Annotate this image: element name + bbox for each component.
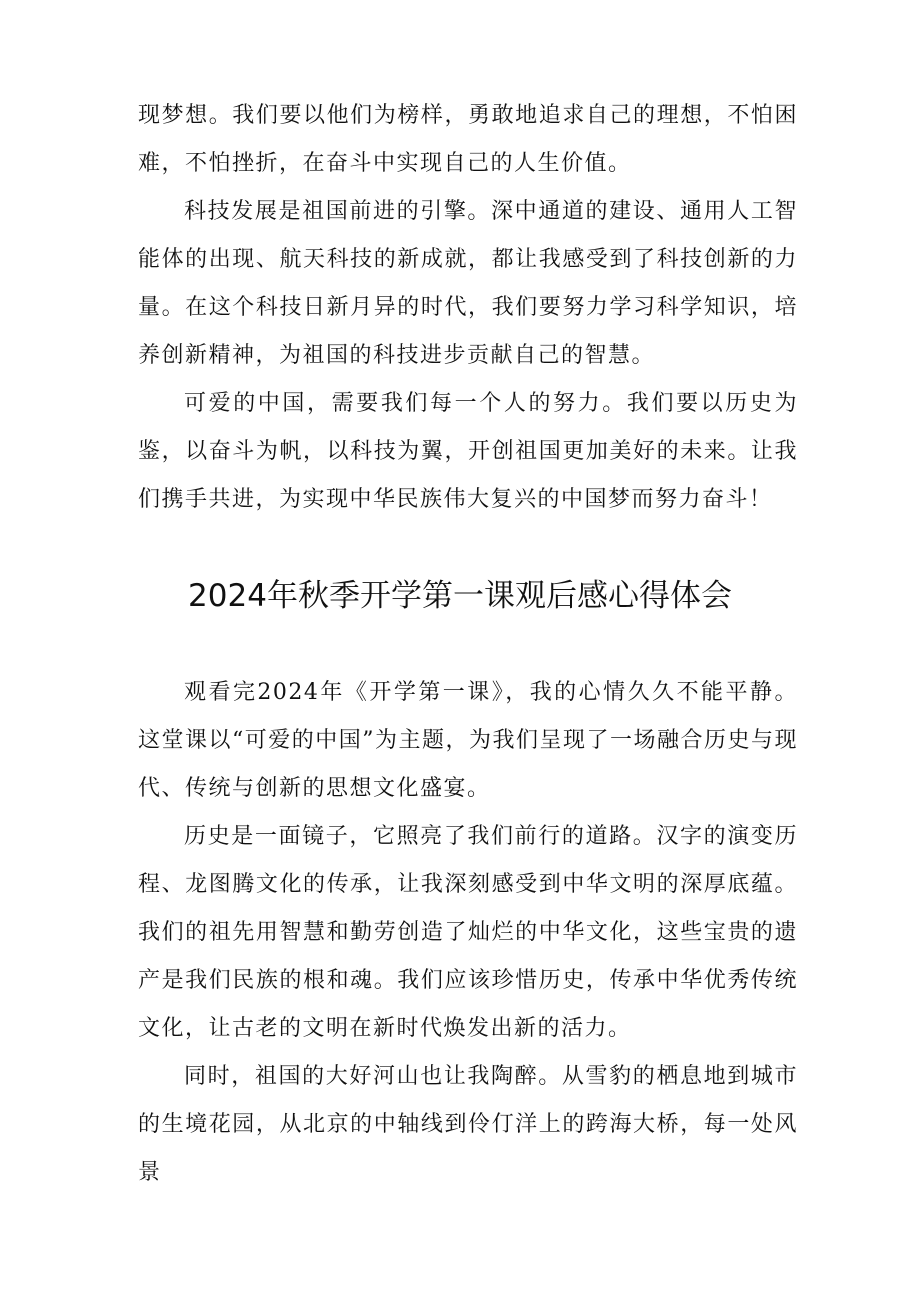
article-paragraph-3: 同时，祖国的大好河山也让我陶醉。从雪豹的栖息地到城市的生境花园，从北京的中轴线到伶仃洋上的跨海大桥，每一处风景 [138, 1064, 798, 1185]
article-title: 2024年秋季开学第一课观后感心得体会 [188, 578, 732, 614]
article-paragraph-2: 历史是一面镜子，它照亮了我们前行的道路。汉字的演变历程、龙图腾文化的传承，让我深刻感受到中华文明的深厚底蕴。我们的祖先用智慧和勤劳创造了灿烂的中华文化，这些宝贵的遗产是我们民族的根和魂。我们应该珍惜历史，传承中华优秀传统文化，让古老的文明在新时代焕发出新的活力。 [138, 824, 798, 1041]
intro-paragraph-1: 现梦想。我们要以他们为榜样，勇敢地追求自己的理想，不怕困难，不怕挫折，在奋斗中实现自己的人生价值。 [138, 103, 798, 176]
intro-paragraph-2: 科技发展是祖国前进的引擎。深中通道的建设、通用人工智能体的出现、航天科技的新成就，都让我感受到了科技创新的力量。在这个科技日新月异的时代，我们要努力学习科学知识，培养创新精神，为祖国的科技进步贡献自己的智慧。 [138, 199, 798, 368]
article-paragraph-1: 观看完2024年《开学第一课》，我的心情久久不能平静。这堂课以“可爱的中国”为主题，为我们呈现了一场融合历史与现代、传统与创新的思想文化盛宴。 [138, 680, 798, 801]
intro-paragraph-3: 可爱的中国，需要我们每一个人的努力。我们要以历史为鉴，以奋斗为帆，以科技为翼，开创祖国更加美好的未来。让我们携手共进，为实现中华民族伟大复兴的中国梦而努力奋斗！ [138, 391, 798, 512]
